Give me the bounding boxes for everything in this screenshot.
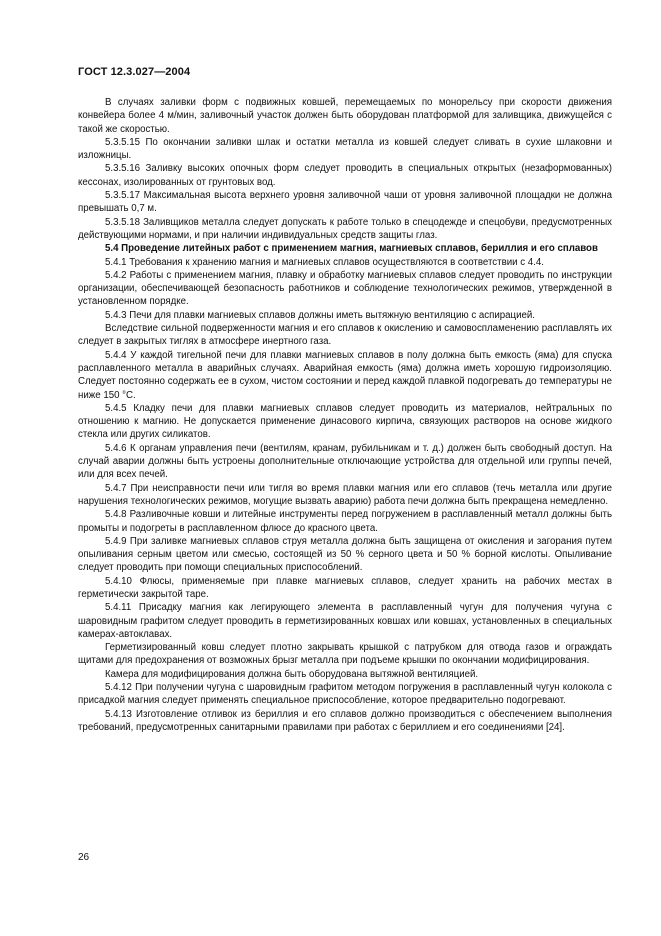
paragraph-5-4-3: 5.4.3 Печи для плавки магниевых сплавов должны иметь вытяжную вентиляцию с аспирацией. xyxy=(105,309,535,321)
paragraph-5-4-11: 5.4.11 Присадку магния как легирующего элемента в расплавленный чугун для получения чугуна с шаровидным графитом следует проводить в герметизированных ковшах или ковшах, установленных в специальных камерах-автоклавах. xyxy=(78,602,612,640)
paragraph-5-4-9: 5.4.9 При заливке магниевых сплавов струя металла должна быть защищена от окисления и загорания путем опыливания серным цветом или смесью, состоящей из 50 % серного цвета и 50 % борной кислоты. Опыливание следует проводить при помощи специальных приспособлений. xyxy=(78,535,612,574)
section-heading-5-4: 5.4 Проведение литейных работ с применением магния, магниевых сплавов, бериллия и его сплавов xyxy=(105,243,598,255)
paragraph: Вследствие сильной подверженности магния и его сплавов к окислению и самовоспламенению расплавлять их следует в закрытых тиглях в атмосфере инертного газа. xyxy=(78,323,612,348)
paragraph-5-3-5-15: 5.3.5.15 По окончании заливки шлак и остатки металла из ковшей следует сливать в сухие шлаковни и изложницы. xyxy=(78,136,612,162)
paragraph-5-4-7: 5.4.7 При неисправности печи или тигля во время плавки магния или его сплавов (течь металла или другие нарушения технологических режимов, могущие вызвать аварию) работа печи должна быть прекращена немедленно. xyxy=(78,482,612,507)
paragraph: В случаях заливки форм с подвижных ковшей, перемещаемых по монорельсу при скорости движения конвейера более 4 м/мин, заливочный участок должен быть оборудован платформой для заливщика, движущейся с такой же скоростью. xyxy=(78,97,612,135)
paragraph-5-4-10: 5.4.10 Флюсы, применяемые при плавке магниевых сплавов, следует хранить на рабочих местах в герметически закрытой таре. xyxy=(78,575,612,600)
paragraph-5-4-13: 5.4.13 Изготовление отливок из бериллия и его сплавов должно производиться с обеспечением выполнения требований, предусмотренных санитарными правилами при работах с бериллием и его соединениями [24]. xyxy=(78,708,612,733)
paragraph-5-4-12: 5.4.12 При получении чугуна с шаровидным графитом методом погружения в расплавленный чугун колокола с присадкой магния следует применять специальное приспособление, которое предварительно подогревают. xyxy=(78,682,612,707)
paragraph-5-4-8: 5.4.8 Разливочные ковши и литейные инструменты перед погружением в расплавленный металл должны быть промыты и подогреты в расплавленном флюсе до красного цвета. xyxy=(78,509,612,534)
document-header: ГОСТ 12.3.027—2004 xyxy=(78,66,191,78)
document-body xyxy=(78,96,612,734)
paragraph-5-4-4: 5.4.4 У каждой тигельной печи для плавки магниевых сплавов в полу должна быть емкость (яма) для спуска расплавленного металла в аварийных случаях. Аварийная емкость (яма) должна иметь хорошую гидроизоляцию. Следует постоянно содержать ее в сухом, чистом состоянии и перед каждой плавкой подогревать до температуры не ниже 150 °С. xyxy=(78,349,612,401)
paragraph-5-4-6: 5.4.6 К органам управления печи (вентилям, кранам, рубильникам и т. д.) должен быть свободный доступ. На случай аварии должны быть устроены дополнительные отключающие устройства для отдельной или группы печей, или для всех печей. xyxy=(78,442,612,481)
page-number: 26 xyxy=(78,852,90,863)
paragraph-5-4-1: 5.4.1 Требования к хранению магния и магниевых сплавов осуществляются в соответствии с 4.4. xyxy=(105,256,544,268)
paragraph-5-3-5-18: 5.3.5.18 Заливщиков металла следует допускать к работе только в спецодежде и спецобуви, предусмотренных действующими нормами, и при наличии индивидуальных средств защиты глаз. xyxy=(78,216,612,241)
paragraph-5-3-5-16: 5.3.5.16 Заливку высоких опочных форм следует проводить в специальных открытых (незаформованных) кессонах, изолированных от грунтовых вод. xyxy=(78,163,612,188)
paragraph-5-4-2: 5.4.2 Работы с применением магния, плавку и обработку магниевых сплавов следует проводить по инструкции организации, обеспечивающей безопасность работников и соблюдение технологических режимов, утвержденной в установленном порядке. xyxy=(78,269,612,308)
paragraph-5-4-5: 5.4.5 Кладку печи для плавки магниевых сплавов следует проводить из материалов, нейтральных по отношению к магнию. Не допускается применение динасового кирпича, связующих растворов на основе жидкого стекла или других силикатов. xyxy=(78,402,612,441)
paragraph: Герметизированный ковш следует плотно закрывать крышкой с патрубком для отвода газов и ограждать щитами для предохранения от возможных брызг металла при подъеме крышки по окончании модифицирования. xyxy=(78,642,612,667)
paragraph-5-3-5-17: 5.3.5.17 Максимальная высота верхнего уровня заливочной чаши от уровня заливочной площадки не должна превышать 0,7 м. xyxy=(78,190,612,215)
paragraph: Камера для модифицирования должна быть оборудована вытяжной вентиляцией. xyxy=(105,668,479,680)
